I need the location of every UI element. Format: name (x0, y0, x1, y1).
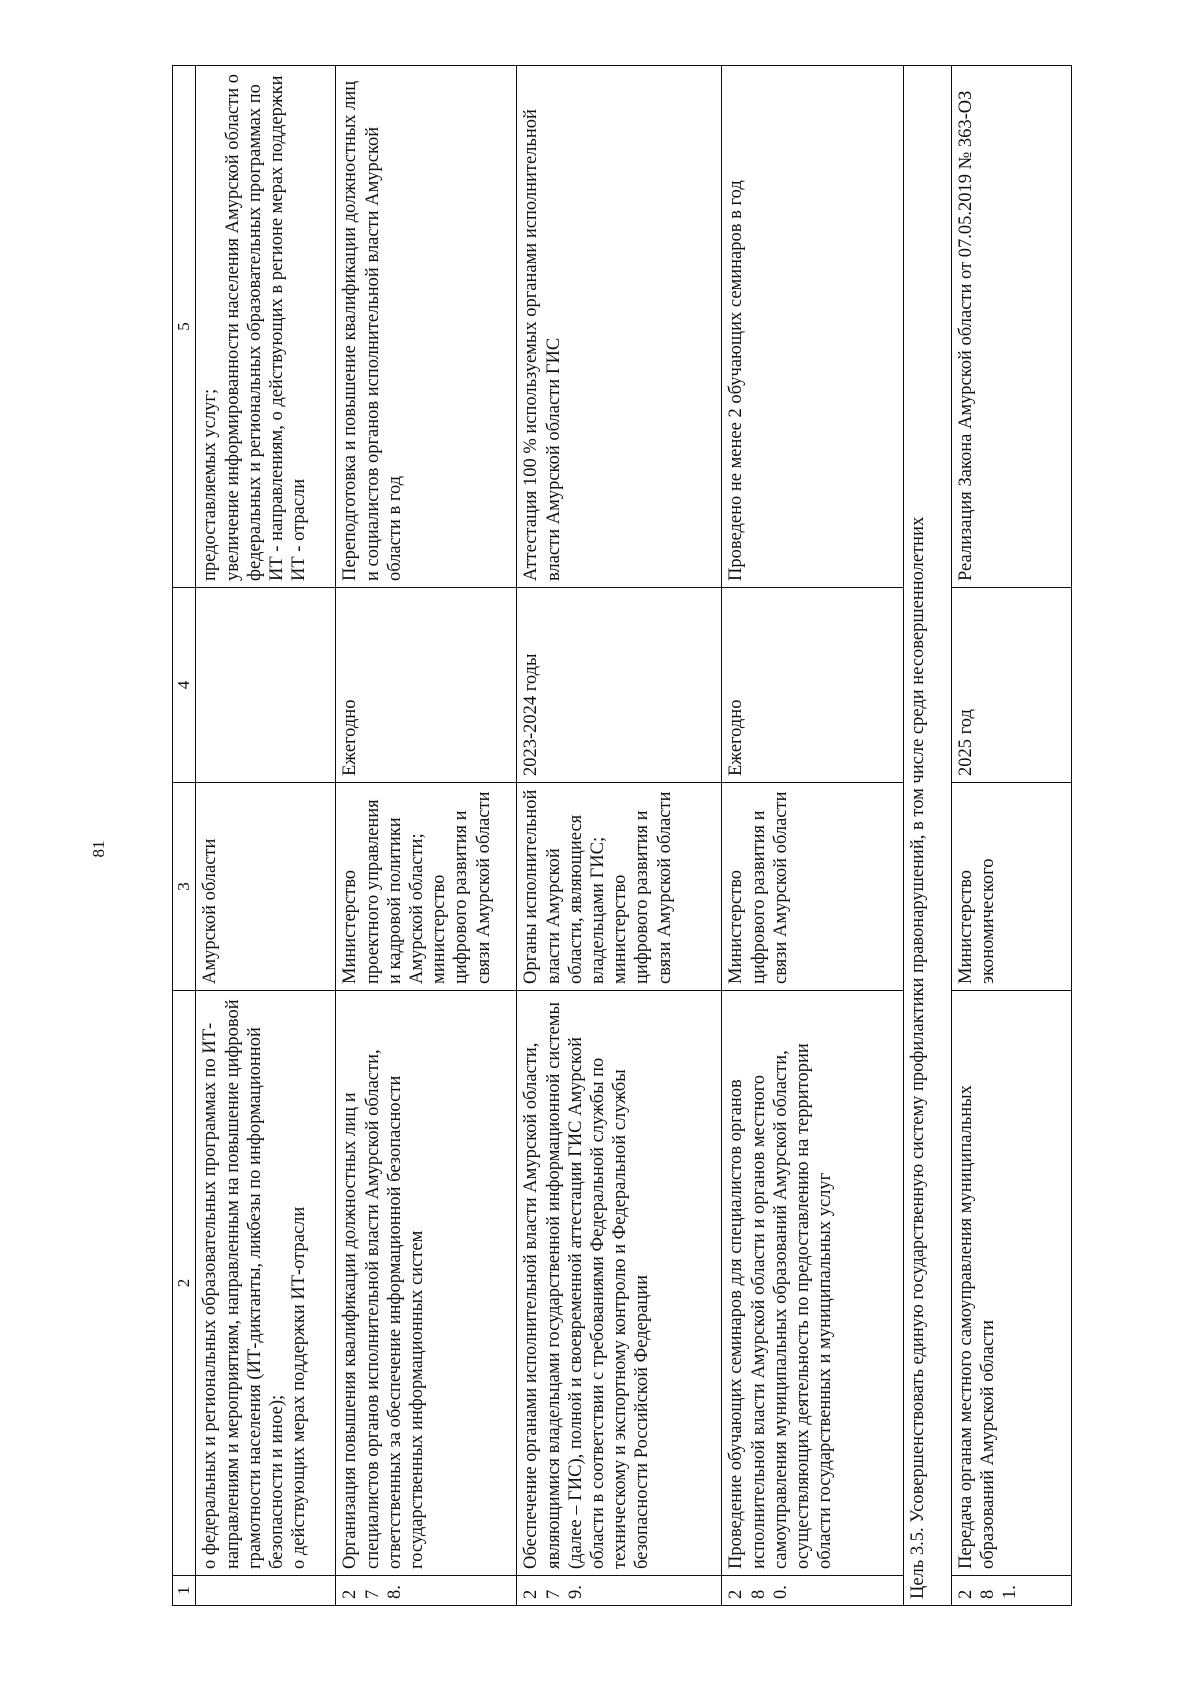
row-number: 279. (517, 1576, 722, 1606)
executor-cell: Министерство экономического (952, 783, 1072, 991)
header-row (173, 66, 196, 1606)
header-col-5: 5 (173, 66, 196, 588)
result-cell: предоставляемых услуг; увеличение информированности населения Амурской области о федеральных и региональных образовательных программах по ИТ - направлениям, о действующих в регионе мерах поддержки ИТ - отрасли (196, 66, 336, 588)
term-cell: 2025 год (952, 588, 1072, 783)
table-row (722, 66, 904, 1606)
term-cell: Ежегодно (336, 588, 517, 783)
result-cell: Реализация Закона Амурской области от 07.05.2019 № 363-ОЗ (952, 66, 1072, 588)
row-number: 278. (336, 1576, 517, 1606)
header-col-1: 1 (173, 1576, 196, 1606)
table-row (336, 66, 517, 1606)
executor-cell: Министерство проектного управления и кадровой политики Амурской области; министерство цифрового развития и связи Амурской области (336, 783, 517, 991)
executor-cell: Амурской области (196, 783, 336, 991)
row-number: 280. (722, 1576, 904, 1606)
table-row (196, 66, 336, 1606)
result-cell: Переподготовка и повышение квалификации должностных лиц и социалистов органов исполнительной власти Амурской области в год (336, 66, 517, 588)
term-cell: Ежегодно (722, 588, 904, 783)
event-cell: Проведение обучающих семинаров для специалистов органов исполнительной власти Амурской области и органов местного самоуправления муниципальных образований Амурской области, осуществляющих деятельность по предоставлению на территории области государственных и муниципальных услуг (722, 991, 904, 1576)
event-cell: Обеспечение органами исполнительной власти Амурской области, являющимися владельцами государственной информационной системы (далее – ГИС), полной и своевременной аттестации ГИС Амурской области в соответствии с требованиями Федеральной службы по техническому и экспортному контролю и Федеральной службы безопасности Российской Федерации (517, 991, 722, 1576)
header-col-4: 4 (173, 588, 196, 783)
goal-row (904, 66, 952, 1606)
rotated-table-container (172, 66, 1072, 1606)
goal-cell: Цель 3.5. Усовершенствовать единую государственную систему профилактики правонарушений, в том числе среди несовершеннолетних (904, 66, 952, 1606)
table-row (517, 66, 722, 1606)
event-cell: Организация повышения квалификации должностных лиц и специалистов органов исполнительной власти Амурской области, ответственных за обеспечение информационной безопасности государственных информационных систем (336, 991, 517, 1576)
executor-cell: Министерство цифрового развития и связи Амурской области (722, 783, 904, 991)
event-cell: о федеральных и региональных образовательных программах по ИТ-направлениям и мероприятиям, направленным на повышение цифровой грамотности населения (ИТ-диктанты, ликбезы по информационной безопасности и иное); о действующих мерах поддержки ИТ-отрасли (196, 991, 336, 1576)
page-number: 81 (89, 840, 108, 858)
row-number: 281. (952, 1576, 1072, 1606)
header-col-3: 3 (173, 783, 196, 991)
table-row (952, 66, 1072, 1606)
header-col-2: 2 (173, 991, 196, 1576)
term-cell: 2023-2024 годы (517, 588, 722, 783)
event-cell: Передача органам местного самоуправления муниципальных образований Амурской области (952, 991, 1072, 1576)
term-cell (196, 588, 336, 783)
measures-table (172, 65, 1072, 1606)
result-cell: Проведено не менее 2 обучающих семинаров в год (722, 66, 904, 588)
row-number (196, 1576, 336, 1606)
result-cell: Аттестация 100 % используемых органами исполнительной власти Амурской области ГИС (517, 66, 722, 588)
executor-cell: Органы исполнительной власти Амурской области, являющиеся владельцами ГИС; министерство цифрового развития и связи Амурской области (517, 783, 722, 991)
